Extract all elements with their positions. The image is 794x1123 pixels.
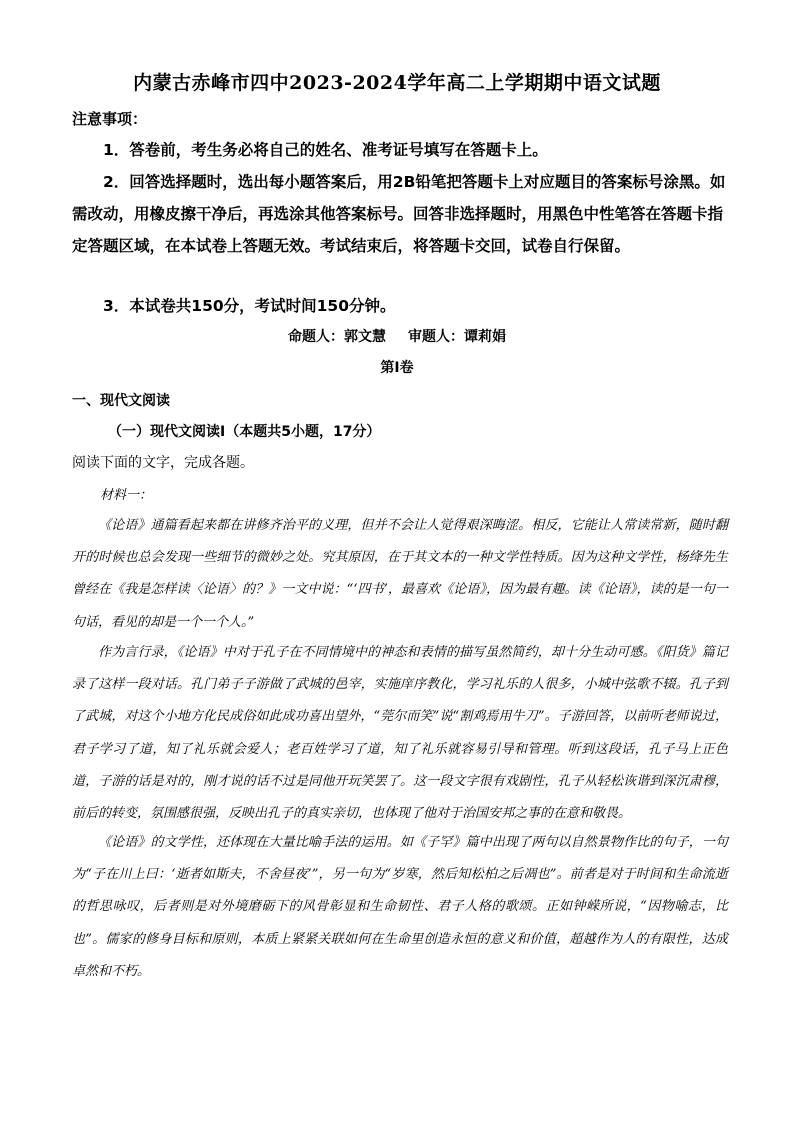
question-setter: 命题人：郭文慧 [288,329,386,345]
material-paragraph: 《论语》的文学性，还体现在大量比喻手法的运用。如《子罕》篇中出现了两句以自然景物作比的句子，一句为“子在川上曰：‘逝者如斯夫，不舍昼夜’”，另一句为“岁寒，然后知松柏之后凋也”。前者是对于时间和生命流逝的哲思咏叹，后者则是对外境磨砺下的风骨彰显和生命韧性、君子人格的歌颂。正如钟嵘所说，“因物喻志，比也”。儒家的修身目标和原则，本质上紧紧关联如何在生命里创造永恒的意义和价值，超越作为人的有限性，达成卓然和不朽。 [72,835,728,979]
reading-instruction: 阅读下面的文字，完成各题。 [72,455,254,471]
question-reviewer: 审题人：谭莉娟 [408,329,506,345]
section-heading: 一、现代文阅读 [72,393,170,409]
material-label: 材料一： [100,488,153,503]
material-paragraph: 作为言行录，《论语》中对于孔子在不同情境中的神态和表情的描写虽然简约，却十分生动可感。《阳货》篇记录了这样一段对话。孔门弟子子游做了武城的邑宰，实施庠序教化，学习礼乐的人很多，小城中弦歌不辍。孔子到了武城，对这个小地方化民成俗如此成功喜出望外，“莞尔而笑”说“割鸡焉用牛刀”。子游回答，以前听老师说过，君子学习了道，知了礼乐就会爱人；老百姓学习了道，知了礼乐就容易引导和管理。听到这段话，孔子马上正色道，子游的话是对的，刚才说的话不过是同他开玩笑罢了。这一段文字很有戏剧性，孔子从轻松诙谐到深沉肃穆，前后的转变，氛围感很强，反映出孔子的真实亲切，也体现了他对于治国安邦之事的在意和敬畏。 [72,645,728,822]
material-paragraph: 《论语》通篇看起来都在讲修齐治平的义理，但并不会让人觉得艰深晦涩。相反，它能让人常读常新，随时翻开的时候也总会发现一些细节的微妙之处。究其原因，在于其文本的一种文学性特质。因为这种文学性，杨绛先生曾经在《我是怎样读〈论语〉的？》一文中说：“‘四书’，最喜欢《论语》，因为最有趣。读《论语》，读的是一句一句话，看见的却是一个一个人。” [72,518,728,630]
notice-item-1: 1．答卷前，考生务必将自己的姓名、准考证号填写在答题卡上。 [103,141,548,159]
notice-heading: 注意事项： [72,110,148,128]
volume-heading: 第Ⅰ卷 [380,360,414,376]
notice-item-3: 3．本试卷共150分，考试时间150分钟。 [103,297,396,315]
page-title: 内蒙古赤峰市四中2023-2024学年高二上学期期中语文试题 [133,72,661,94]
authors-line [0,326,794,346]
notice-item-2: 2．回答选择题时，选出每小题答案后，用2B铅笔把答题卡上对应题目的答案标号涂黑。如需改动，用橡皮擦干净后，再选涂其他答案标号。回答非选择题时，用黑色中性笔答在答题卡指定答题区域，在本试卷上答题无效。考试结束后，将答题卡交回，试卷自行保留。 [72,173,726,255]
subsection-heading: （一）现代文阅读Ⅰ（本题共5小题，17分） [108,424,381,440]
